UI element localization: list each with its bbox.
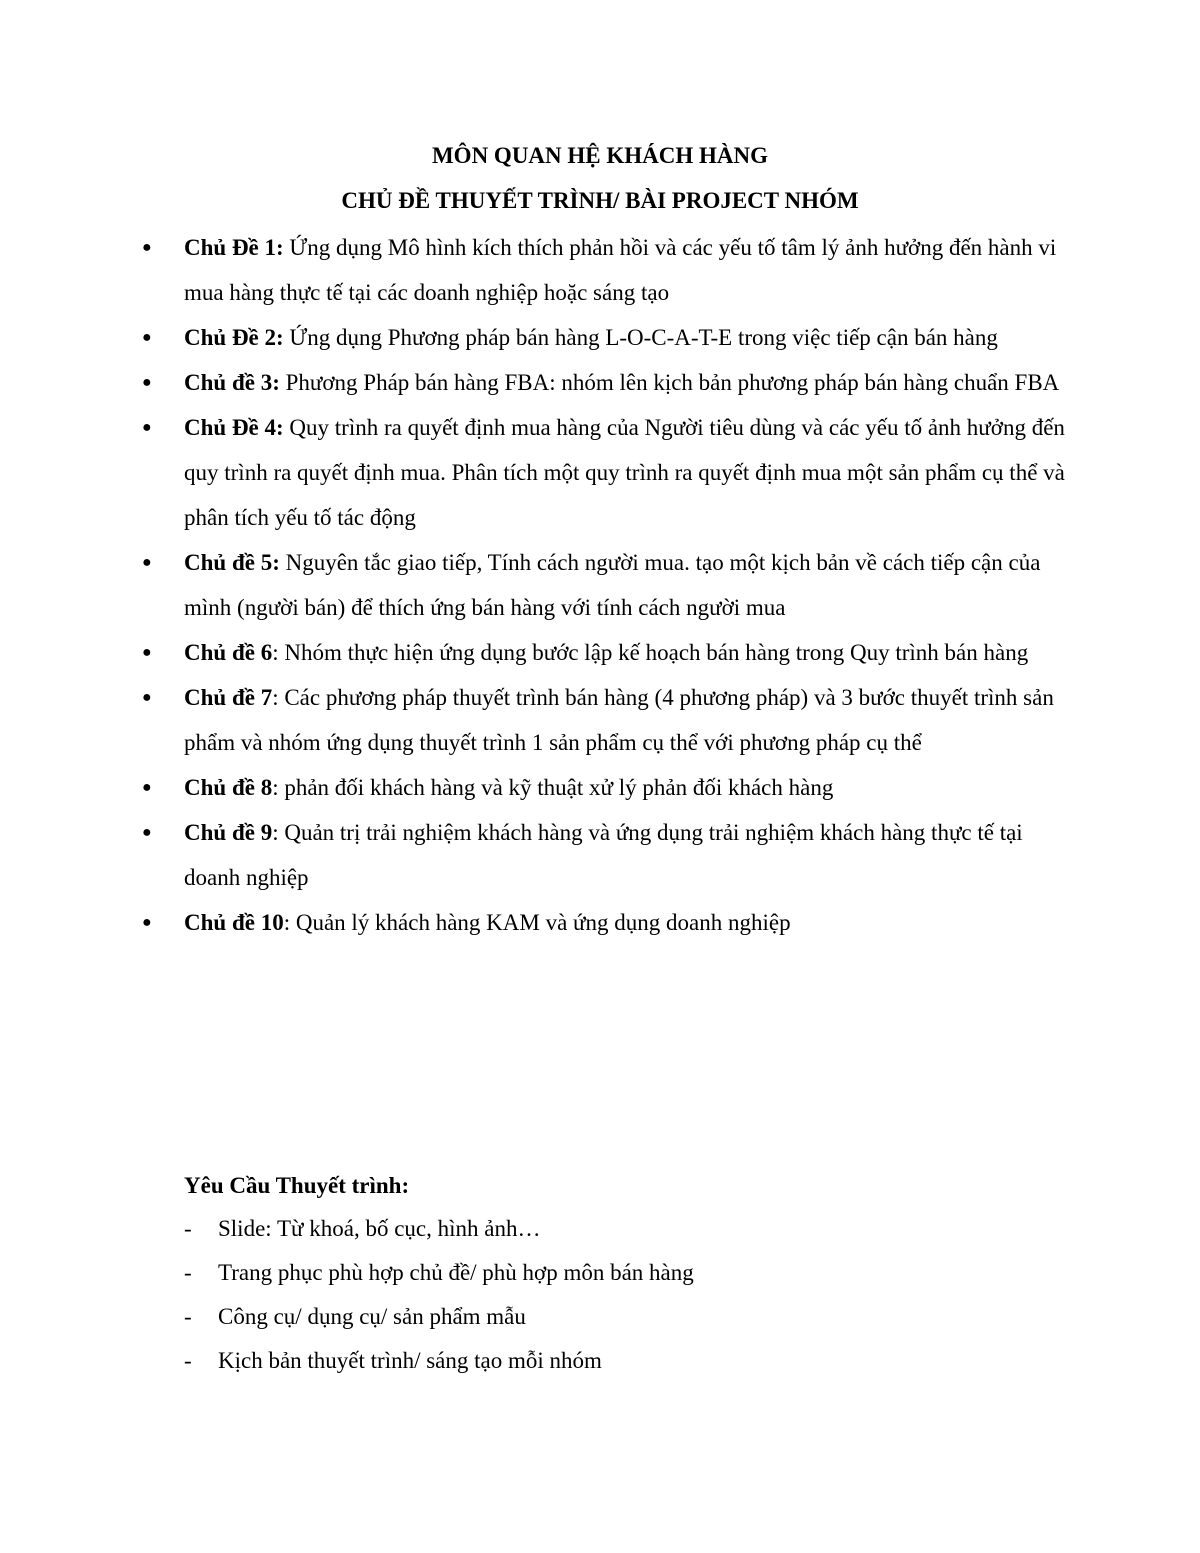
bullet-icon: ● <box>142 644 152 661</box>
requirements-list <box>184 1207 984 1383</box>
topic-label: Chủ Đề 4: <box>184 415 284 440</box>
topic-label: Chủ đề 3: <box>184 370 280 395</box>
topic-separator: : <box>272 685 285 710</box>
topic-label: Chủ Đề 1: <box>184 235 284 260</box>
bullet-icon: ● <box>142 419 152 436</box>
requirement-text: Công cụ/ dụng cụ/ sản phẩm mẫu <box>218 1304 526 1329</box>
topic-separator: : <box>272 775 285 800</box>
list-item <box>140 810 1080 900</box>
document-subtitle: CHỦ ĐỀ THUYẾT TRÌNH/ BÀI PROJECT NHÓM <box>341 188 859 213</box>
topic-text: phản đối khách hàng và kỹ thuật xử lý phản đối khách hàng <box>284 775 834 800</box>
topic-list <box>140 225 1080 945</box>
list-item <box>140 540 1080 630</box>
bullet-icon: ● <box>142 689 152 706</box>
topic-separator: : <box>283 910 296 935</box>
dash-icon: - <box>184 1216 192 1241</box>
bullet-icon: ● <box>142 779 152 796</box>
topic-text: Ứng dụng Mô hình kích thích phản hồi và các yếu tố tâm lý ảnh hưởng đến hành vi mua hàng thực tế tại các doanh nghiệp hoặc sáng tạo <box>184 235 1057 305</box>
topic-label: Chủ Đề 2: <box>184 325 284 350</box>
topic-label: Chủ đề 9 <box>184 820 273 845</box>
dash-icon: - <box>184 1304 192 1329</box>
topic-label: Chủ đề 7 <box>184 685 273 710</box>
topic-separator: : <box>272 640 285 665</box>
topic-text: Nguyên tắc giao tiếp, Tính cách người mua. tạo một kịch bản về cách tiếp cận của mình (người bán) để thích ứng bán hàng với tính cách người mua <box>184 550 1041 620</box>
bullet-icon: ● <box>142 329 152 346</box>
list-item <box>140 315 1080 360</box>
requirement-text: Trang phục phù hợp chủ đề/ phù hợp môn bán hàng <box>218 1260 694 1285</box>
topic-text: Phương Pháp bán hàng FBA: nhóm lên kịch bản phương pháp bán hàng chuẩn FBA <box>285 370 1060 395</box>
topic-label: Chủ đề 6 <box>184 640 273 665</box>
document-title: MÔN QUAN HỆ KHÁCH HÀNG <box>431 143 769 168</box>
list-item <box>184 1251 984 1295</box>
topic-text: Quản lý khách hàng KAM và ứng dụng doanh nghiệp <box>295 910 791 935</box>
topic-text: Các phương pháp thuyết trình bán hàng (4 phương pháp) và 3 bước thuyết trình sản phẩm và nhóm ứng dụng thuyết trình 1 sản phẩm cụ thể với phương pháp cụ thể <box>184 685 1054 755</box>
bullet-icon: ● <box>142 239 152 256</box>
bullet-icon: ● <box>142 554 152 571</box>
requirements-heading: Yêu Cầu Thuyết trình: <box>184 1173 410 1198</box>
topic-label: Chủ đề 8 <box>184 775 273 800</box>
requirement-text: Kịch bản thuyết trình/ sáng tạo mỗi nhóm <box>218 1348 602 1373</box>
topic-text: Ứng dụng Phương pháp bán hàng L-O-C-A-T-E trong việc tiếp cận bán hàng <box>289 325 998 350</box>
topic-text: Quản trị trải nghiệm khách hàng và ứng dụng trải nghiệm khách hàng thực tế tại doanh nghiệp <box>184 820 1023 890</box>
topic-text: Nhóm thực hiện ứng dụng bước lập kế hoạch bán hàng trong Quy trình bán hàng <box>284 640 1029 665</box>
list-item <box>140 675 1080 765</box>
list-item <box>140 360 1080 405</box>
dash-icon: - <box>184 1348 192 1373</box>
bullet-icon: ● <box>142 824 152 841</box>
topic-label: Chủ đề 10 <box>184 910 284 935</box>
bullet-icon: ● <box>142 374 152 391</box>
topic-label: Chủ đề 5: <box>184 550 280 575</box>
list-item <box>140 765 1080 810</box>
dash-icon: - <box>184 1260 192 1285</box>
topic-text: Quy trình ra quyết định mua hàng của Người tiêu dùng và các yếu tố ảnh hưởng đến quy trình ra quyết định mua. Phân tích một quy trình ra quyết định mua một sản phẩm cụ thể và phân tích yếu tố tác động <box>184 415 1065 530</box>
list-item <box>184 1339 984 1383</box>
topic-separator: : <box>272 820 285 845</box>
list-item <box>140 405 1080 540</box>
list-item <box>184 1295 984 1339</box>
list-item <box>184 1207 984 1251</box>
requirement-text: Slide: Từ khoá, bố cục, hình ảnh… <box>218 1216 541 1241</box>
list-item <box>140 630 1080 675</box>
list-item <box>140 900 1080 945</box>
bullet-icon: ● <box>142 914 152 931</box>
list-item <box>140 225 1080 315</box>
